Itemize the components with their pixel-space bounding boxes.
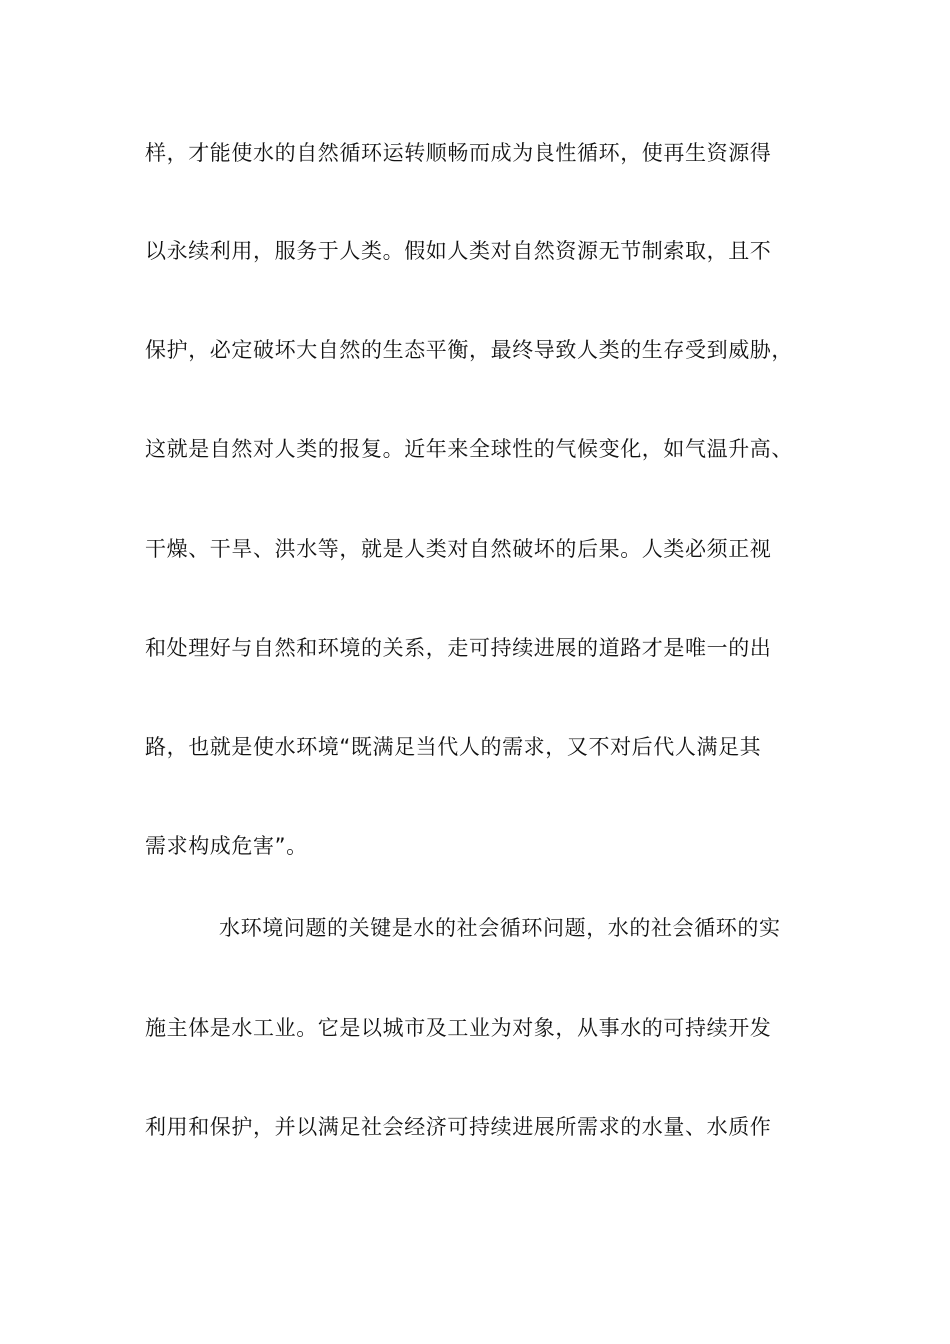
text-line: 和处理好与自然和环境的关系，走可持续进展的道路才是唯一的出: [145, 636, 772, 660]
paragraph-first-line: 水环境问题的关键是水的社会循环问题，水的社会循环的实: [219, 916, 781, 940]
text-line: 样，才能使水的自然循环运转顺畅而成为良性循环，使再生资源得: [145, 141, 772, 165]
text-line: 这就是自然对人类的报复。近年来全球性的气候变化，如气温升高、: [145, 437, 793, 461]
text-line: 以永续利用，服务于人类。假如人类对自然资源无节制索取，且不: [145, 239, 772, 263]
text-line: 施主体是水工业。它是以城市及工业为对象，从事水的可持续开发: [145, 1016, 772, 1040]
text-line: 保护，必定破坏大自然的生态平衡，最终导致人类的生存受到威胁，: [145, 338, 793, 362]
text-line: 干燥、干旱、洪水等，就是人类对自然破坏的后果。人类必须正视: [145, 537, 772, 561]
text-line: 需求构成危害”。: [145, 834, 308, 858]
text-line: 路，也就是使水环境“既满足当代人的需求，又不对后代人满足其: [145, 735, 762, 759]
text-line: 利用和保护，并以满足社会经济可持续进展所需求的水量、水质作: [145, 1115, 772, 1139]
